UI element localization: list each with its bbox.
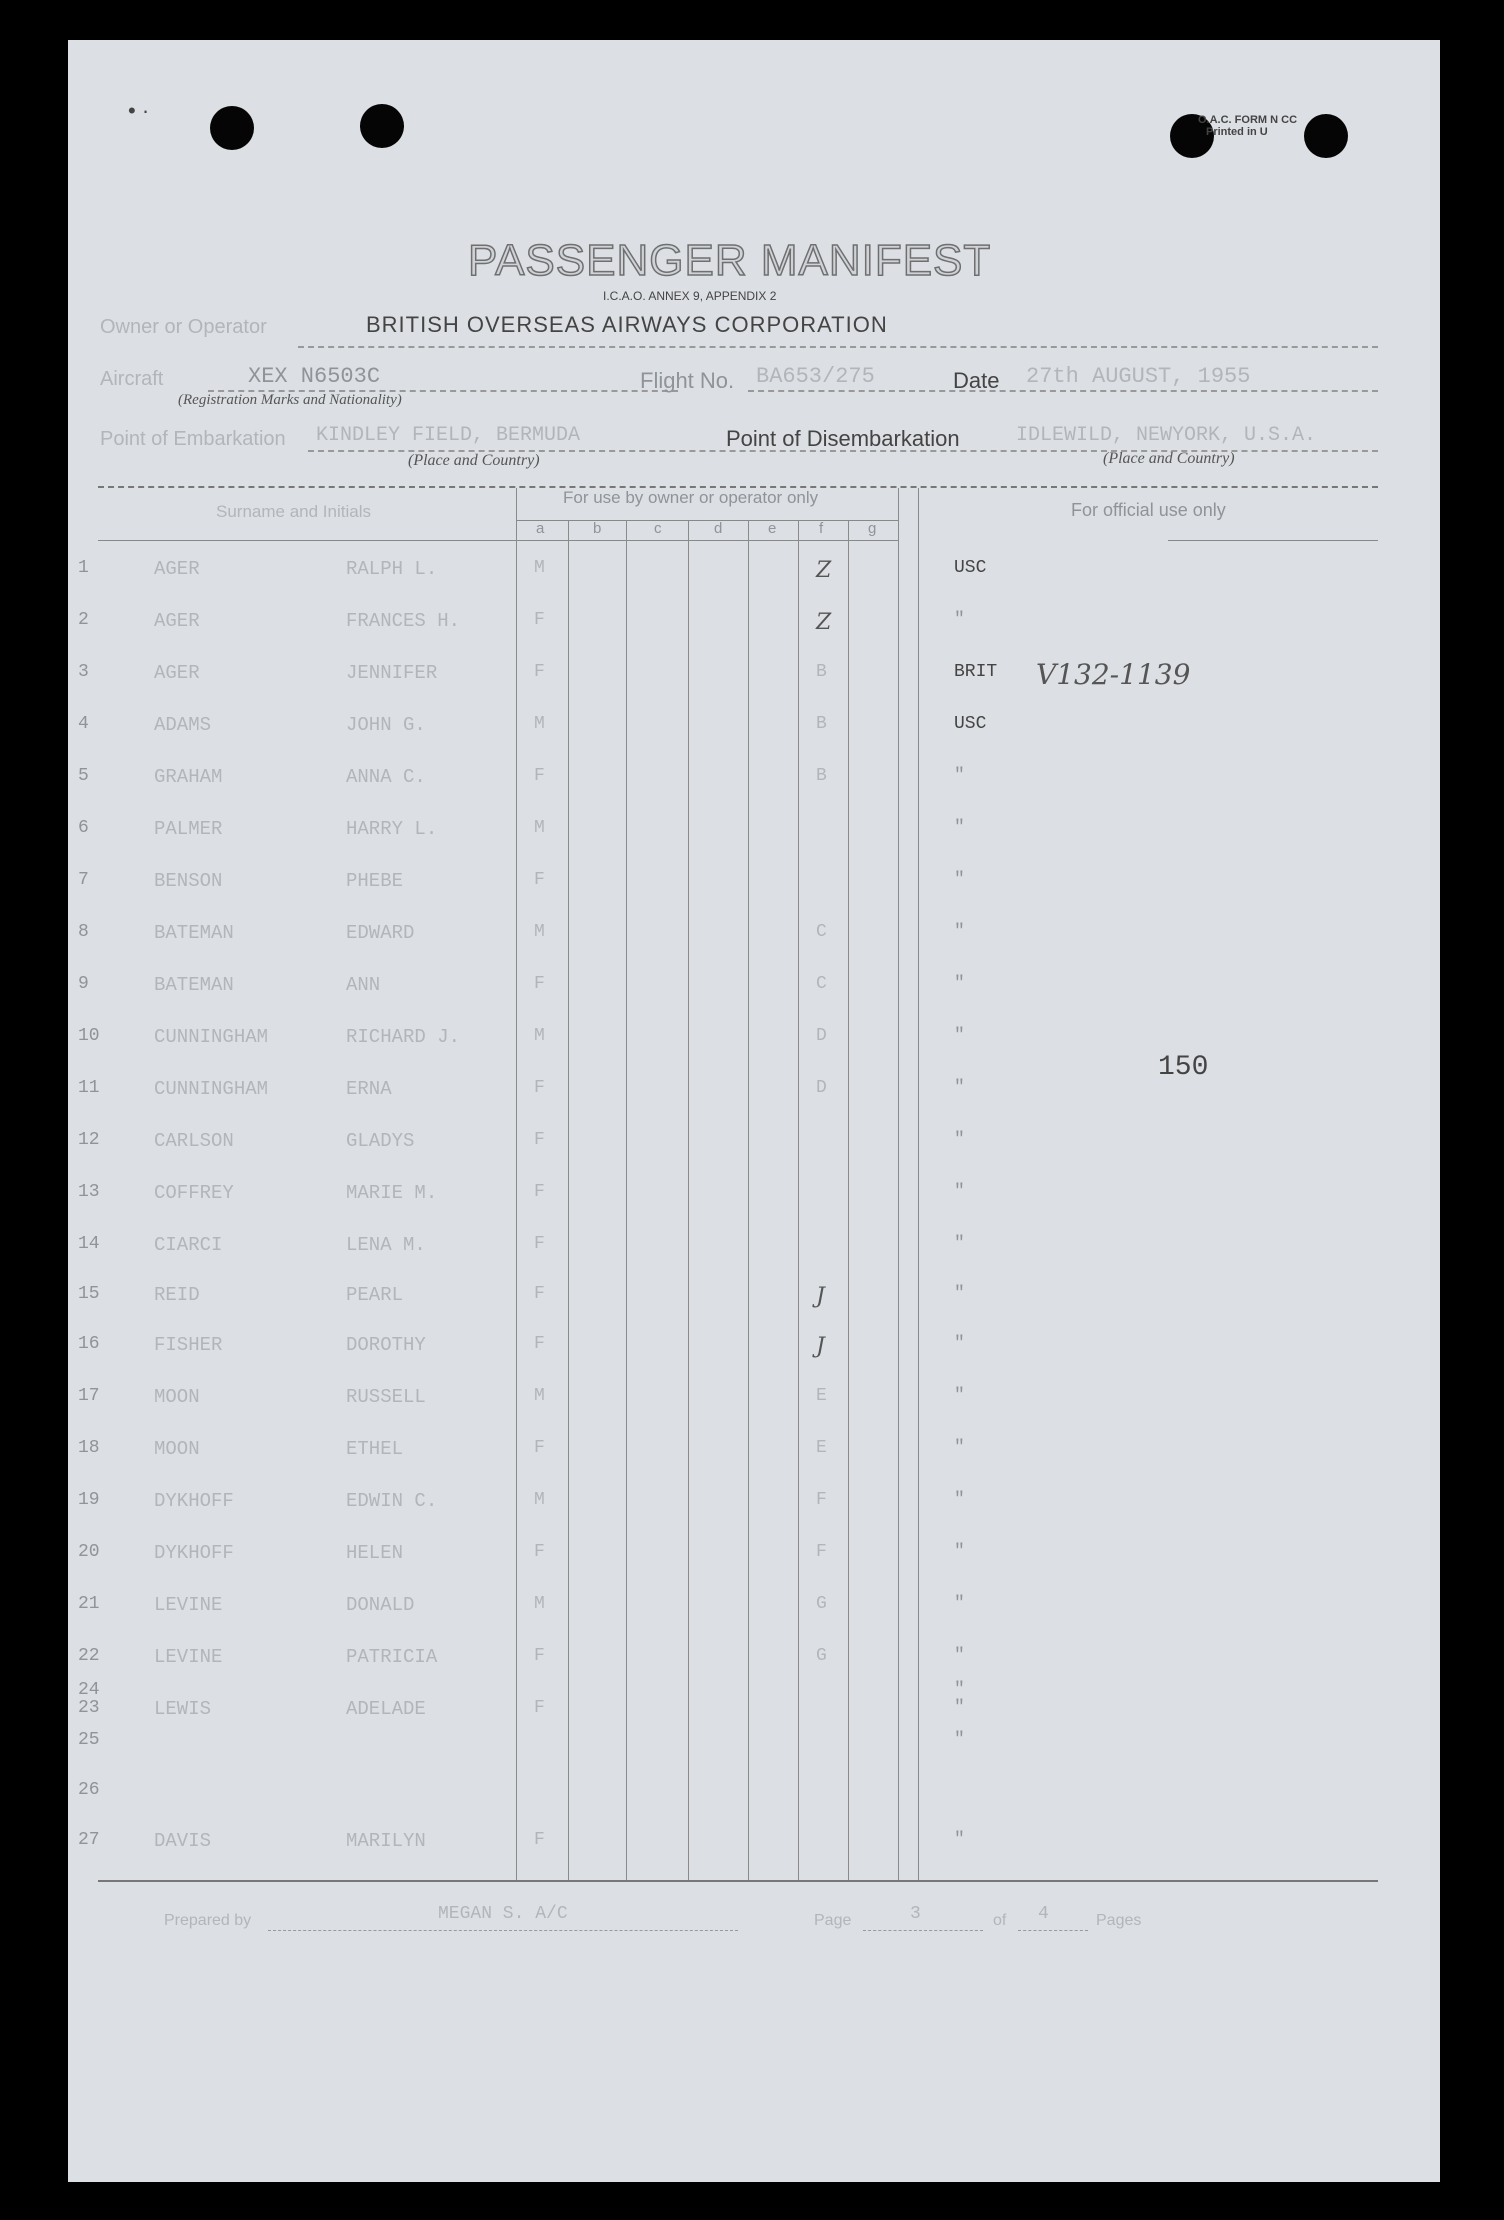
table-row [68, 1284, 1440, 1324]
passenger-surname: GRAHAM [154, 766, 223, 788]
passenger-group: D [816, 1026, 827, 1046]
passenger-sex: F [534, 1334, 545, 1354]
passenger-official-status: " [954, 610, 965, 630]
passenger-sex: M [534, 1594, 545, 1614]
row-number: 18 [78, 1438, 100, 1458]
passenger-surname: PALMER [154, 818, 223, 840]
passenger-surname: BATEMAN [154, 922, 234, 944]
passenger-sex: F [534, 1182, 545, 1202]
official-header-rule [1168, 540, 1378, 541]
pages-line [1018, 1930, 1088, 1931]
passenger-surname: CIARCI [154, 1234, 223, 1256]
passenger-group: C [816, 922, 827, 942]
row-number: 2 [78, 610, 89, 630]
passenger-sex: F [534, 1234, 545, 1254]
passenger-sex: M [534, 818, 545, 838]
punch-hole [1304, 114, 1348, 158]
passenger-surname: ADAMS [154, 714, 212, 736]
table-row [68, 1594, 1440, 1634]
page-subtitle: I.C.A.O. ANNEX 9, APPENDIX 2 [603, 289, 777, 303]
passenger-official-status: " [954, 974, 965, 994]
row-number: 26 [78, 1780, 100, 1800]
prepared-value: MEGAN S. A/C [438, 1904, 568, 1924]
aircraft-label: Aircraft [100, 368, 164, 390]
passenger-official-status: " [954, 1730, 965, 1750]
row-number: 13 [78, 1182, 100, 1202]
passenger-official-status: " [954, 1026, 965, 1046]
table-header-rule [98, 540, 898, 541]
row-number: 6 [78, 818, 89, 838]
col-letter-b: b [593, 520, 602, 537]
passenger-group: E [816, 1438, 827, 1458]
passenger-sex: M [534, 714, 545, 734]
table-row [68, 1182, 1440, 1222]
col-letter-a: a [536, 520, 545, 537]
embark-value: KINDLEY FIELD, BERMUDA [316, 424, 581, 447]
passenger-official-status: " [954, 1130, 965, 1150]
pages-value: 4 [1038, 1904, 1049, 1924]
letters-rule [516, 520, 898, 521]
passenger-surname: AGER [154, 558, 200, 580]
disembark-label: Point of Disembarkation [726, 426, 960, 451]
passenger-surname: DAVIS [154, 1830, 212, 1852]
page-title: PASSENGER MANIFEST [468, 236, 992, 285]
row-number: 17 [78, 1386, 100, 1406]
passenger-initials: ANN [346, 974, 381, 996]
row-number: 11 [78, 1078, 100, 1098]
prepared-line [268, 1930, 738, 1931]
punch-hole [210, 106, 254, 150]
header-surname: Surname and Initials [216, 502, 371, 521]
passenger-official-status: " [954, 1386, 965, 1406]
flight-value: BA653/275 [756, 364, 875, 389]
row-number: 25 [78, 1730, 100, 1750]
row-number: 23 [78, 1698, 100, 1718]
passenger-official-status: BRIT [954, 662, 998, 682]
embark-label: Point of Embarkation [100, 428, 286, 450]
punch-hole [360, 104, 404, 148]
passenger-group: G [816, 1646, 827, 1666]
passenger-initials: PHEBE [346, 870, 404, 892]
stamp-number: 150 [1158, 1052, 1209, 1083]
row-number: 12 [78, 1130, 100, 1150]
row-number: 24 [78, 1680, 100, 1700]
row-number: 5 [78, 766, 89, 786]
passenger-initials: RICHARD J. [346, 1026, 461, 1048]
row-number: 22 [78, 1646, 100, 1666]
row-number: 1 [78, 558, 89, 578]
passenger-surname: DYKHOFF [154, 1490, 234, 1512]
passenger-group: J [816, 1284, 825, 1309]
passenger-group: C [816, 974, 827, 994]
passenger-initials: JENNIFER [346, 662, 438, 684]
row-number: 15 [78, 1284, 100, 1304]
passenger-group: G [816, 1594, 827, 1614]
passenger-sex: F [534, 1830, 545, 1850]
table-row [68, 818, 1440, 858]
pages-label: Pages [1096, 1912, 1142, 1929]
row-number: 19 [78, 1490, 100, 1510]
page-label: Page [814, 1912, 852, 1929]
passenger-official-status: " [954, 1234, 965, 1254]
header-owner-use: For use by owner or operator only [563, 488, 819, 507]
row-number: 7 [78, 870, 89, 890]
col-letter-e: e [768, 520, 777, 537]
passenger-initials: RUSSELL [346, 1386, 426, 1408]
passenger-surname: AGER [154, 662, 200, 684]
row-number: 10 [78, 1026, 100, 1046]
passenger-group: E [816, 1386, 827, 1406]
passenger-sex: M [534, 1026, 545, 1046]
passenger-initials: HELEN [346, 1542, 404, 1564]
table-row [68, 1234, 1440, 1274]
table-row [68, 974, 1440, 1014]
passenger-initials: GLADYS [346, 1130, 415, 1152]
passenger-sex: F [534, 1078, 545, 1098]
table-row [68, 714, 1440, 754]
passenger-surname: AGER [154, 610, 200, 632]
passenger-initials: PEARL [346, 1284, 404, 1306]
flight-label: Flight No. [640, 368, 735, 393]
passenger-official-status: " [954, 1490, 965, 1510]
table-row [68, 1730, 1440, 1770]
passenger-initials: RALPH L. [346, 558, 438, 580]
owner-label: Owner or Operator [100, 316, 267, 338]
passenger-group: B [816, 662, 827, 682]
row-number: 8 [78, 922, 89, 942]
passenger-surname: REID [154, 1284, 200, 1306]
passenger-group: B [816, 766, 827, 786]
passenger-official-status: " [954, 818, 965, 838]
passenger-sex: M [534, 1386, 545, 1406]
table-row [68, 1780, 1440, 1820]
passenger-official-status: " [954, 1334, 965, 1354]
col-letter-c: c [654, 520, 662, 537]
row-number: 14 [78, 1234, 100, 1254]
passenger-surname: BATEMAN [154, 974, 234, 996]
passenger-sex: F [534, 1698, 545, 1718]
passenger-initials: MARIE M. [346, 1182, 438, 1204]
table-row [68, 1130, 1440, 1170]
passenger-official-status: " [954, 1830, 965, 1850]
passenger-group: Z [816, 610, 832, 635]
passenger-sex: F [534, 1646, 545, 1666]
passenger-initials: LENA M. [346, 1234, 426, 1256]
passenger-initials: FRANCES H. [346, 610, 461, 632]
header-official-use: For official use only [1071, 500, 1226, 520]
owner-value: BRITISH OVERSEAS AIRWAYS CORPORATION [366, 312, 888, 337]
owner-line [298, 346, 1378, 348]
passenger-surname: LEWIS [154, 1698, 212, 1720]
passenger-surname: MOON [154, 1386, 200, 1408]
row-number: 20 [78, 1542, 100, 1562]
passenger-sex: F [534, 1130, 545, 1150]
passenger-surname: LEVINE [154, 1646, 223, 1668]
passenger-official-status: " [954, 1698, 965, 1718]
table-row [68, 922, 1440, 962]
table-row [68, 1490, 1440, 1530]
form-reference: O.A.C. FORM N CC Printed in U [1198, 114, 1298, 138]
table-row [68, 1334, 1440, 1374]
passenger-sex: F [534, 610, 545, 630]
passenger-surname: LEVINE [154, 1594, 223, 1616]
table-row [68, 610, 1440, 650]
table-row [68, 1026, 1440, 1066]
passenger-group: B [816, 714, 827, 734]
passenger-surname: BENSON [154, 870, 223, 892]
passenger-group: J [816, 1334, 825, 1359]
passenger-sex: M [534, 1490, 545, 1510]
flight-line [748, 390, 1378, 392]
aircraft-value: XEX N6503C [248, 364, 381, 389]
row-number: 21 [78, 1594, 100, 1614]
scan-mark: • · [128, 98, 150, 123]
table-row [68, 1438, 1440, 1478]
table-bottom-rule [98, 1880, 1378, 1882]
date-value: 27th AUGUST, 1955 [1026, 364, 1251, 389]
col-letter-d: d [714, 520, 723, 537]
manifest-page [68, 40, 1440, 2182]
of-label: of [993, 1912, 1007, 1929]
passenger-surname: DYKHOFF [154, 1542, 234, 1564]
passenger-initials: EDWIN C. [346, 1490, 438, 1512]
table-row [68, 1542, 1440, 1582]
passenger-initials: PATRICIA [346, 1646, 438, 1668]
passenger-initials: ADELADE [346, 1698, 426, 1720]
passenger-surname: CUNNINGHAM [154, 1026, 269, 1048]
passenger-surname: COFFREY [154, 1182, 234, 1204]
row-number: 3 [78, 662, 89, 682]
passenger-surname: CUNNINGHAM [154, 1078, 269, 1100]
place-note-right: (Place and Country) [1103, 450, 1235, 467]
date-label: Date [953, 368, 1000, 393]
aircraft-note: (Registration Marks and Nationality) [178, 392, 402, 408]
passenger-initials: ERNA [346, 1078, 392, 1100]
passenger-surname: FISHER [154, 1334, 223, 1356]
table-row [68, 1078, 1440, 1118]
table-row [68, 558, 1440, 598]
row-number: 4 [78, 714, 89, 734]
passenger-official-status: " [954, 870, 965, 890]
row-number: 27 [78, 1830, 100, 1850]
table-row [68, 1386, 1440, 1426]
table-row [68, 1830, 1440, 1870]
passenger-sex: F [534, 766, 545, 786]
col-letter-g: g [868, 520, 877, 537]
prepared-label: Prepared by [164, 1912, 252, 1929]
passenger-initials: EDWARD [346, 922, 415, 944]
passenger-sex: F [534, 1284, 545, 1304]
passenger-sex: F [534, 1438, 545, 1458]
passenger-initials: HARRY L. [346, 818, 438, 840]
passenger-initials: ANNA C. [346, 766, 426, 788]
row-number: 16 [78, 1334, 100, 1354]
passenger-official-status: " [954, 1542, 965, 1562]
passenger-official-status: " [954, 1078, 965, 1098]
row-number: 9 [78, 974, 89, 994]
passenger-official-status: " [954, 1594, 965, 1614]
passenger-initials: ETHEL [346, 1438, 404, 1460]
passenger-group: F [816, 1490, 827, 1510]
passenger-official-status: " [954, 1438, 965, 1458]
passenger-official-status: " [954, 1680, 965, 1700]
passenger-sex: F [534, 662, 545, 682]
passenger-sex: M [534, 922, 545, 942]
passenger-official-status: " [954, 922, 965, 942]
official-handwritten-note: V132-1139 [1036, 658, 1191, 691]
passenger-initials: JOHN G. [346, 714, 426, 736]
passenger-initials: DONALD [346, 1594, 415, 1616]
table-row [68, 870, 1440, 910]
passenger-group: Z [816, 558, 832, 583]
table-row [68, 1680, 1440, 1720]
place-note-left: (Place and Country) [408, 452, 540, 469]
page-line [863, 1930, 983, 1931]
table-row [68, 766, 1440, 806]
passenger-sex: F [534, 974, 545, 994]
passenger-surname: CARLSON [154, 1130, 234, 1152]
table-row [68, 662, 1440, 702]
passenger-group: F [816, 1542, 827, 1562]
passenger-group: D [816, 1078, 827, 1098]
passenger-official-status: USC [954, 558, 987, 578]
passenger-surname: MOON [154, 1438, 200, 1460]
page-value: 3 [910, 1904, 921, 1924]
passenger-official-status: " [954, 1646, 965, 1666]
passenger-official-status: USC [954, 714, 987, 734]
passenger-official-status: " [954, 766, 965, 786]
passenger-initials: DOROTHY [346, 1334, 426, 1356]
passenger-initials: MARILYN [346, 1830, 426, 1852]
passenger-sex: M [534, 558, 545, 578]
passenger-sex: F [534, 870, 545, 890]
passenger-official-status: " [954, 1284, 965, 1304]
disembark-value: IDLEWILD, NEWYORK, U.S.A. [1016, 424, 1317, 447]
col-letter-f: f [819, 520, 824, 537]
passenger-sex: F [534, 1542, 545, 1562]
passenger-official-status: " [954, 1182, 965, 1202]
